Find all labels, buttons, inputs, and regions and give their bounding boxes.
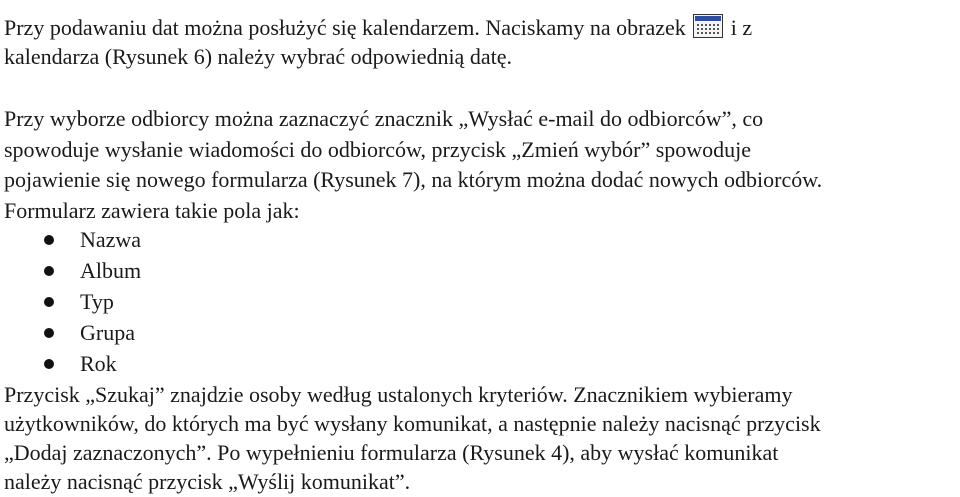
list-item — [4, 255, 304, 286]
para2-line3: pojawienie się nowego formularza (Rysunek 7), na którym można dodać nowych odbiorców. — [4, 167, 823, 192]
list-item — [4, 224, 304, 255]
list-item-label: Typ — [80, 289, 114, 314]
para3-line1: Przycisk „Szukaj” znajdzie osoby według ustalonych kryteriów. Znacznikiem wybieramy — [4, 382, 793, 407]
para1-text-after-icon: i z — [730, 15, 753, 40]
bullet-icon — [44, 266, 54, 276]
list-item-label: Album — [80, 258, 142, 283]
bullet-icon — [44, 297, 54, 307]
para1-line1 — [4, 12, 752, 43]
calendar-icon — [693, 14, 723, 38]
para3-line2: użytkowników, do których ma być wysłany komunikat, a następnie należy nacisnąć przycisk — [4, 411, 821, 436]
bullet-icon — [44, 328, 54, 338]
para2-line2: spowoduje wysłanie wiadomości do odbiorców, przycisk „Zmień wybór” spowoduje — [4, 137, 752, 162]
list-item-label: Nazwa — [80, 227, 142, 252]
list-item-label: Grupa — [80, 320, 135, 345]
bullet-icon — [44, 359, 54, 369]
para2-line4: Formularz zawiera takie pola jak: — [4, 198, 300, 223]
para3-line4: należy nacisnąć przycisk „Wyślij komunikat”. — [4, 469, 411, 494]
list-item — [4, 286, 304, 317]
bullet-icon — [44, 235, 54, 245]
list-item-label: Rok — [80, 351, 117, 376]
para3-line3: „Dodaj zaznaczonych”. Po wypełnieniu formularza (Rysunek 4), aby wysłać komunikat — [4, 440, 779, 465]
para2-line1: Przy wyborze odbiorcy można zaznaczyć znacznik „Wysłać e-mail do odbiorców”, co — [4, 106, 764, 131]
list-item — [4, 348, 304, 379]
list-item — [4, 317, 304, 348]
para1-text-before-icon: Przy podawaniu dat można posłużyć się kalendarzem. Naciskamy na obrazek — [4, 15, 686, 40]
para1-line2: kalendarza (Rysunek 6) należy wybrać odpowiednią datę. — [4, 44, 512, 69]
